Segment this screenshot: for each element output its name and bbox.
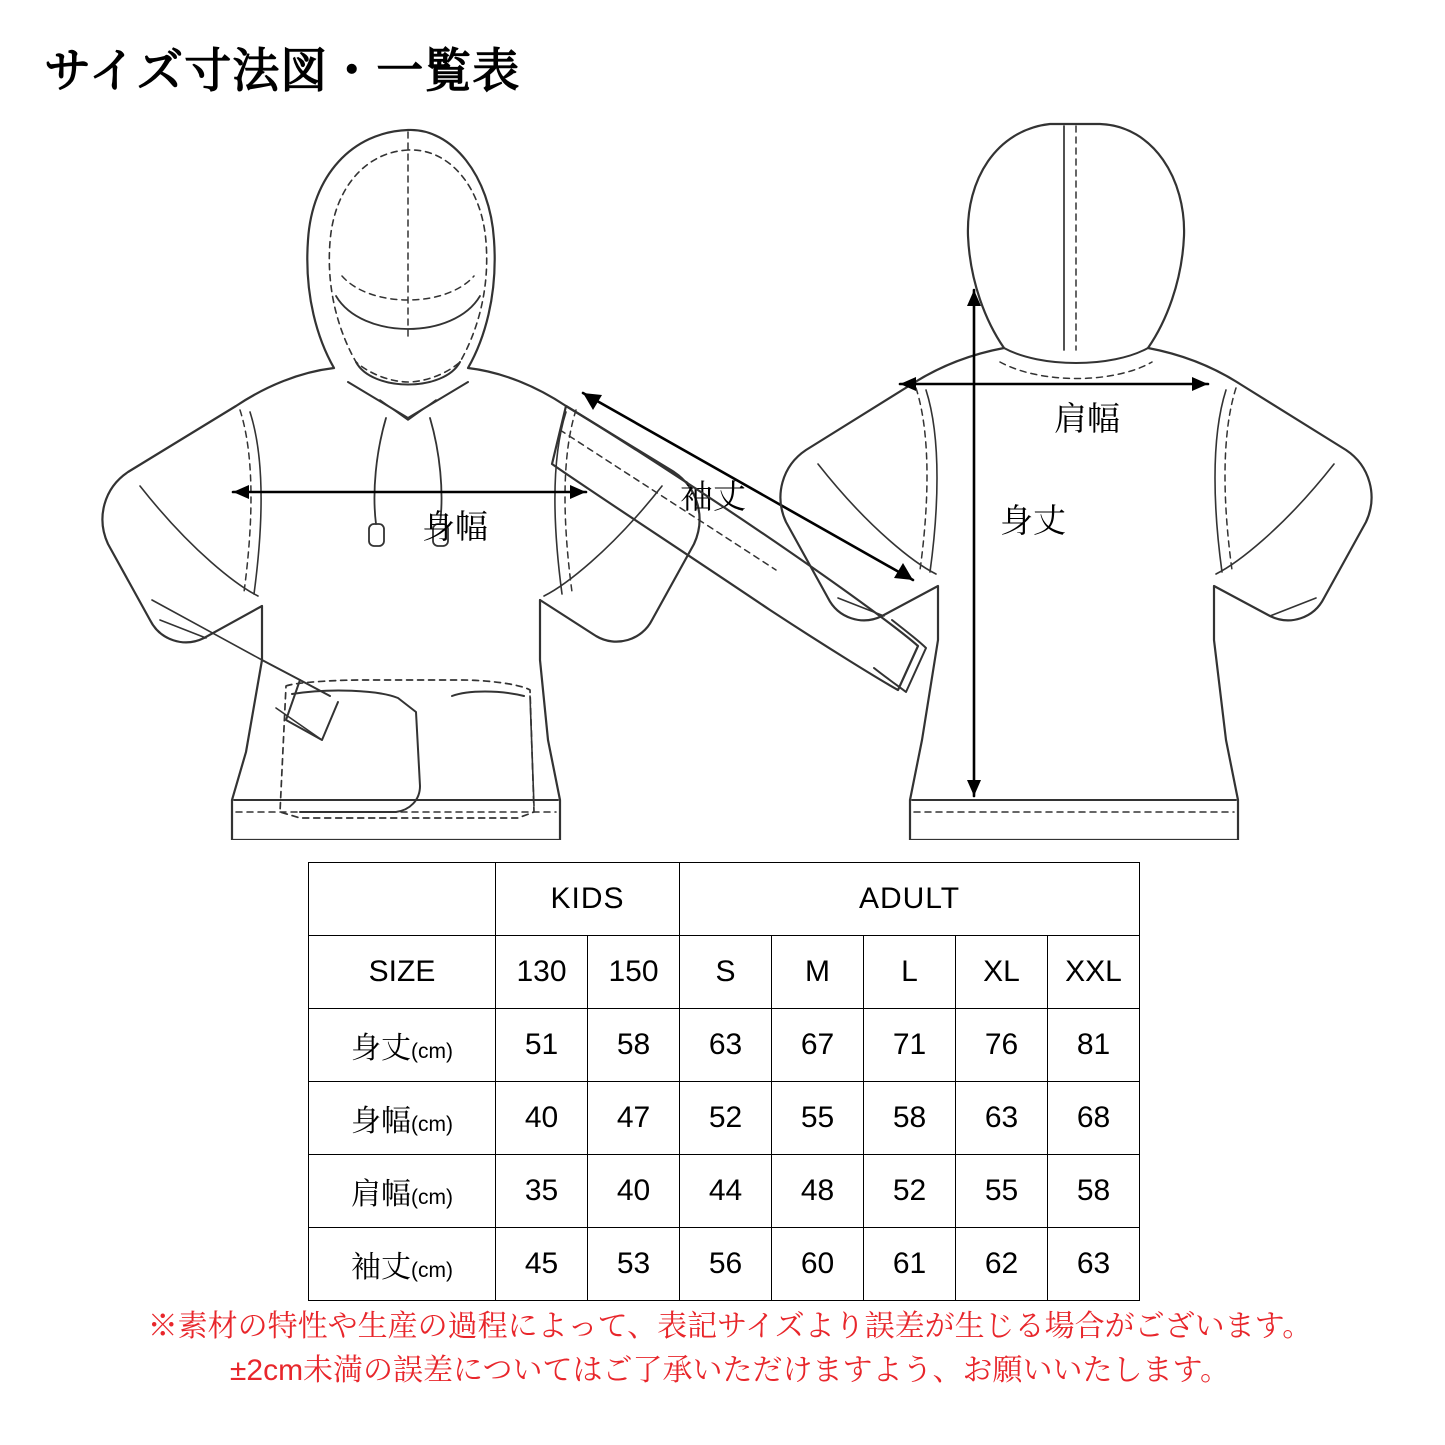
- header-size-130: 130: [496, 936, 588, 1009]
- cell-body-length-xxl: 81: [1048, 1009, 1140, 1082]
- hoodie-front-outline: [102, 130, 699, 840]
- table-row: [309, 1228, 1140, 1301]
- header-size-xxl: XXL: [1048, 936, 1140, 1009]
- label-sleeve-length: 袖丈: [680, 478, 746, 515]
- label-body-width: 身幅: [422, 508, 488, 545]
- cell-body-length-130: 51: [496, 1009, 588, 1082]
- cell-body-length-m: 67: [772, 1009, 864, 1082]
- cell-sleeve-length-m: 60: [772, 1228, 864, 1301]
- cell-body-width-l: 58: [864, 1082, 956, 1155]
- cell-sleeve-length-150: 53: [588, 1228, 680, 1301]
- cell-sleeve-length-l: 61: [864, 1228, 956, 1301]
- table-row: [309, 1009, 1140, 1082]
- measure-body-length: [967, 290, 981, 796]
- disclaimer-note: [50, 1305, 1410, 1392]
- cell-body-length-l: 71: [864, 1009, 956, 1082]
- cell-body-width-130: 40: [496, 1082, 588, 1155]
- cell-sleeve-length-130: 45: [496, 1228, 588, 1301]
- cell-body-width-150: 47: [588, 1082, 680, 1155]
- cell-sleeve-length-s: 56: [680, 1228, 772, 1301]
- cell-shoulder-width-s: 44: [680, 1155, 772, 1228]
- cell-shoulder-width-150: 40: [588, 1155, 680, 1228]
- cell-body-length-xl: 76: [956, 1009, 1048, 1082]
- header-blank: [309, 863, 496, 936]
- size-table: [308, 862, 1140, 1301]
- table-group-header-row: [309, 863, 1140, 936]
- size-table-container: [308, 862, 1138, 1301]
- label-body-length: 身丈: [1000, 502, 1066, 539]
- label-shoulder-width: 肩幅: [1054, 400, 1120, 437]
- cell-shoulder-width-l: 52: [864, 1155, 956, 1228]
- cell-body-length-s: 63: [680, 1009, 772, 1082]
- header-kids: KIDS: [496, 863, 680, 936]
- hoodie-sleeve-detail: [552, 406, 926, 692]
- hoodie-back-outline: [780, 124, 1371, 840]
- page-title: サイズ寸法図・一覧表: [44, 44, 521, 97]
- cell-body-width-m: 55: [772, 1082, 864, 1155]
- disclaimer-line-2: ±2cm未満の誤差についてはご了承いただけますよう、お願いいたします。: [229, 1353, 1231, 1387]
- measure-body-width: [233, 485, 586, 499]
- table-row: [309, 1082, 1140, 1155]
- table-row: [309, 1155, 1140, 1228]
- disclaimer-line-1: ※素材の特性や生産の過程によって、表記サイズより誤差が生じる場合がございます。: [147, 1310, 1313, 1343]
- cell-sleeve-length-xl: 62: [956, 1228, 1048, 1301]
- cell-body-width-s: 52: [680, 1082, 772, 1155]
- header-size-xl: XL: [956, 936, 1048, 1009]
- row-label-body-length: 身丈(cm): [309, 1009, 496, 1082]
- header-size-m: M: [772, 936, 864, 1009]
- header-adult: ADULT: [680, 863, 1140, 936]
- table-size-row: [309, 936, 1140, 1009]
- cell-sleeve-length-xxl: 63: [1048, 1228, 1140, 1301]
- cell-body-width-xl: 63: [956, 1082, 1048, 1155]
- row-label-shoulder-width: 肩幅(cm): [309, 1155, 496, 1228]
- row-label-body-width: 身幅(cm): [309, 1082, 496, 1155]
- size-diagram-illustration: [0, 100, 1445, 840]
- header-size-label: SIZE: [309, 936, 496, 1009]
- measure-shoulder-width: [900, 377, 1208, 391]
- header-size-l: L: [864, 936, 956, 1009]
- cell-body-length-150: 58: [588, 1009, 680, 1082]
- cell-body-width-xxl: 68: [1048, 1082, 1140, 1155]
- cell-shoulder-width-m: 48: [772, 1155, 864, 1228]
- cell-shoulder-width-xxl: 58: [1048, 1155, 1140, 1228]
- header-size-s: S: [680, 936, 772, 1009]
- cell-shoulder-width-xl: 55: [956, 1155, 1048, 1228]
- header-size-150: 150: [588, 936, 680, 1009]
- cell-shoulder-width-130: 35: [496, 1155, 588, 1228]
- row-label-sleeve-length: 袖丈(cm): [309, 1228, 496, 1301]
